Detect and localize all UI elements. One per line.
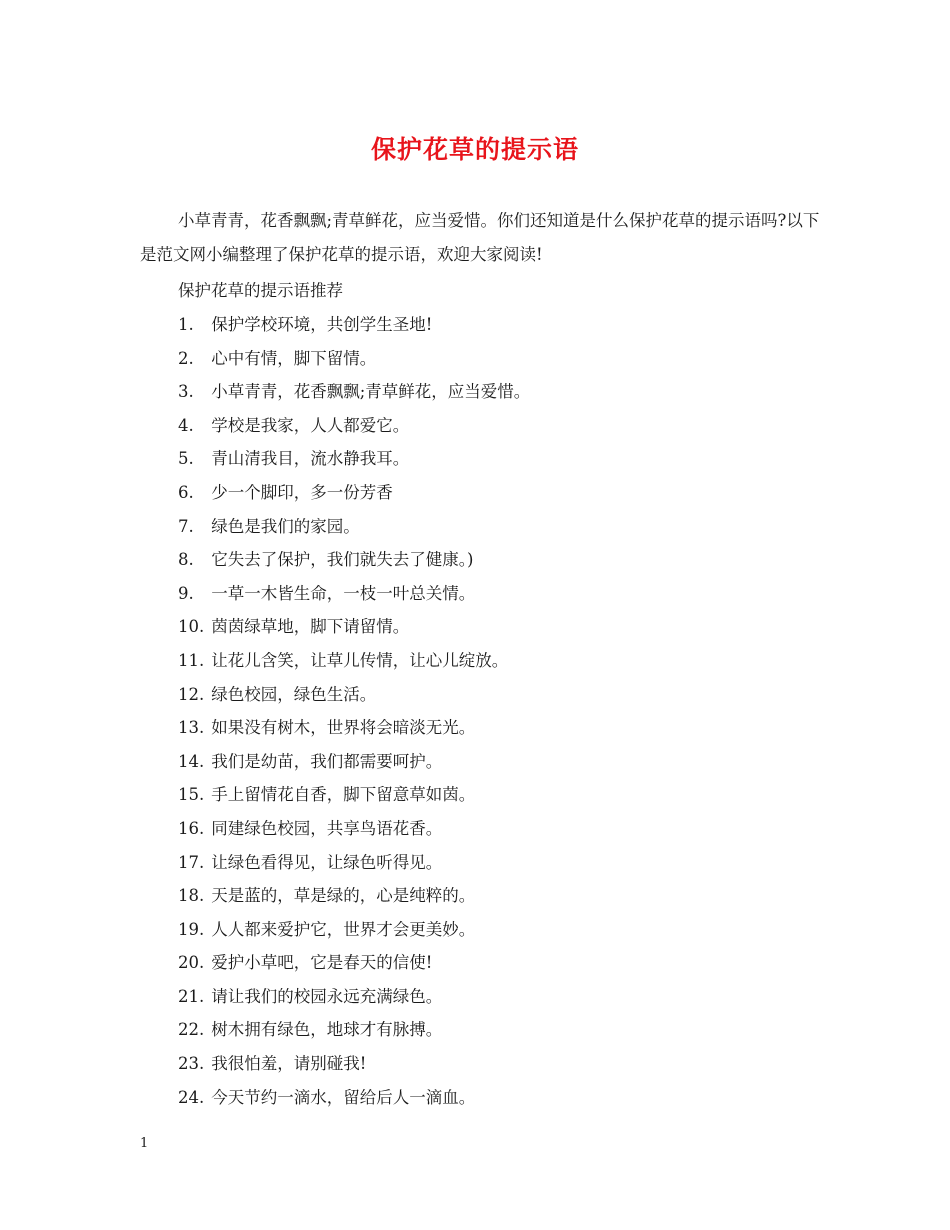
item-text: 让绿色看得见，让绿色听得见。 [211,852,443,872]
item-number: 16. [178,818,205,838]
slogan-list [178,308,530,1114]
list-item [178,409,530,443]
item-text: 同建绿色校园，共享鸟语花香。 [211,818,443,838]
item-text: 一草一木皆生命，一枝一叶总关情。 [211,583,476,603]
item-text: 绿色是我们的家园。 [211,516,360,536]
item-number: 22. [178,1020,205,1040]
list-item [178,308,530,342]
item-text: 树木拥有绿色，地球才有脉搏。 [211,1020,443,1040]
list-item [178,610,530,644]
list-item [178,946,530,980]
page-title: 保护花草的提示语 [370,135,579,164]
item-number: 1. [178,315,194,334]
list-item [178,510,530,544]
item-number: 23. [178,1054,205,1074]
item-number: 14. [178,751,205,771]
item-text: 学校是我家，人人都爱它。 [211,415,410,435]
item-number: 24. [178,1087,205,1107]
item-number: 4. [178,415,194,435]
list-item [178,812,530,846]
item-number: 19. [178,919,205,939]
item-text: 我们是幼苗，我们都需要呵护。 [211,751,443,771]
page-number: 1 [140,1136,149,1151]
item-number: 18. [178,886,205,906]
item-text: 如果没有树木，世界将会暗淡无光。 [211,718,476,738]
item-number: 20. [178,953,205,973]
item-text: 我很怕羞，请别碰我! [211,1054,367,1074]
list-item [178,745,530,779]
list-item [178,1013,530,1047]
item-text: 今天节约一滴水，留给后人一滴血。 [211,1087,476,1107]
item-number: 17. [178,852,205,872]
item-text: 让花儿含笑，让草儿传情，让心儿绽放。 [211,650,509,670]
item-number: 9. [178,583,194,603]
item-text: 绿色校园，绿色生活。 [211,684,377,704]
list-item [178,913,530,947]
item-number: 21. [178,986,205,1006]
list-item [178,980,530,1014]
list-item [178,678,530,712]
item-text: 天是蓝的，草是绿的，心是纯粹的。 [211,886,476,906]
item-text: 少一个脚印，多一份芳香 [211,482,393,502]
list-item [178,1047,530,1081]
list-item [178,846,530,880]
item-text: 青山清我目，流水静我耳。 [211,449,410,469]
item-text: 小草青青，花香飘飘;青草鲜花，应当爱惜。 [211,382,531,402]
list-item [178,342,530,376]
item-text: 茵茵绿草地，脚下请留情。 [211,617,410,637]
item-number: 13. [178,718,205,738]
item-number: 6. [178,482,194,502]
item-text: 手上留情花自香，脚下留意草如茵。 [211,785,476,805]
list-item [178,1081,530,1115]
item-number: 8. [178,550,194,570]
item-number: 15. [178,785,205,805]
list-item [178,375,530,409]
section-heading: 保护花草的提示语推荐 [178,281,343,300]
item-number: 11. [178,650,205,670]
item-text: 保护学校环境，共创学生圣地! [211,315,433,334]
item-number: 10. [178,617,205,637]
item-text: 请让我们的校园永远充满绿色。 [211,986,443,1006]
list-item [178,711,530,745]
list-item [178,577,530,611]
list-item [178,543,530,577]
item-number: 12. [178,684,205,704]
list-item [178,879,530,913]
intro-paragraph: 小草青青，花香飘飘;青草鲜花，应当爱惜。你们还知道是什么保护花草的提示语吗?以下是范文网小编整理了保护花草的提示语，欢迎大家阅读! [140,211,820,264]
item-number: 5. [178,449,194,469]
item-text: 它失去了保护，我们就失去了健康。) [211,550,474,570]
list-item [178,644,530,678]
item-text: 人人都来爱护它，世界才会更美妙。 [211,919,476,939]
item-text: 爱护小草吧，它是春天的信使! [211,953,433,973]
item-text: 心中有情，脚下留情。 [211,348,377,368]
item-number: 3. [178,382,194,402]
item-number: 2. [178,348,194,368]
list-item [178,476,530,510]
list-item [178,778,530,812]
item-number: 7. [178,516,194,536]
list-item [178,442,530,476]
